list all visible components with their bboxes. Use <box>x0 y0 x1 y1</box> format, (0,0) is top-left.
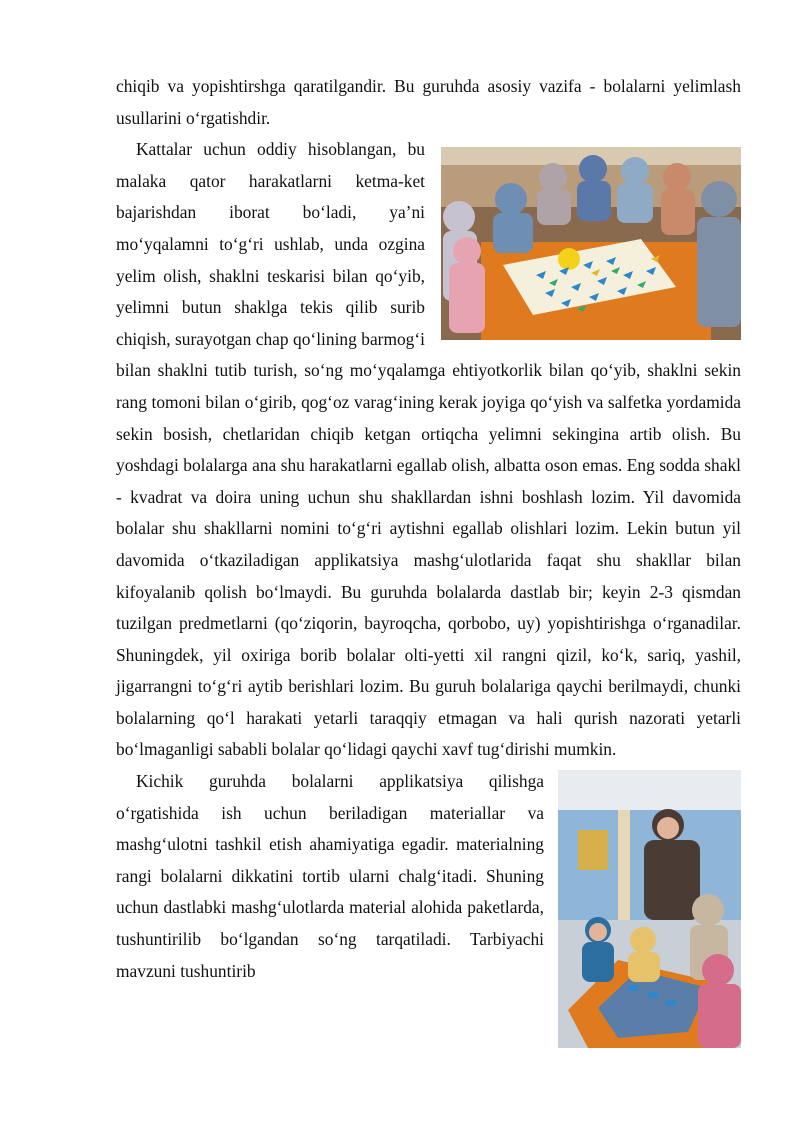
children-applique-photo <box>441 147 741 340</box>
paragraph-1: chiqib va yopishtirshga qaratilgandir. Bu guruhda asosiy vazifa - bolalarni yelimlash usullarini o‘rgatishdir. <box>116 76 741 128</box>
text-column <box>116 71 741 1052</box>
paragraph-3 <box>116 766 741 987</box>
paragraph-2 <box>116 134 741 766</box>
teacher-children-photo <box>558 770 741 1048</box>
paragraph-3-text: Kichik guruhda bolalarni applikatsiya qilishga o‘rgatishida ish uchun beriladigan materiallar va mashg‘ulotni tashkil etish ahamiyatiga egadir. materialning rangi bolalarni dikkatini tortib ularni chalg‘itadi. Shuning uchun dastlabki mashg‘ulotlarda material alohida paketlarda, tushuntirilib bo‘lgandan so‘ng tarqatiladi. Tarbiyachi mavzuni tushuntirib <box>116 771 544 981</box>
paragraph-2-text: Kattalar uchun oddiy hisoblangan, bu malaka qator harakatlarni ketma-ket bajarishdan iborat bo‘ladi, ya’ni mo‘yqalamni to‘g‘ri ushlab, unda ozgina yelim olish, shaklni teskarisi bilan qo‘yib, yelimni butun shaklga tekis qilib surib chiqish, surayotgan chap qo‘lining barmog‘i bilan shaklni tutib turish, so‘ng mo‘yqalamga ehtiyotkorlik bilan qo‘yib, shaklni sekin rang tomoni bilan o‘girib, qog‘oz varag‘ining kerak joyiga qo‘yish va salfetka yordamida sekin bosish, chetlaridan chiqib ketgan ortiqcha yelimni sekingina artib olish. Bu yoshdagi bolalarga ana shu harakatlarni egallab olish, albatta oson emas. Eng sodda shakl - kvadrat va doira uning uchun shu shakllardan ishni boshlash lozim. Yil davomida bolalar shu shakllarni nomini to‘g‘ri aytishni egallab olishlari lozim. Lekin butun yil davomida o‘tkaziladigan applikatsiya mashg‘ulotlarida faqat shu shakllar bilan kifoyalanib qolish bo‘lmaydi. Bu guruhda bolalarda dastlab bir; keyin 2-3 qismdan tuzilgan predmetlarni (qo‘ziqorin, bayroqcha, qorbobo, uy) yopishtirishga o‘rganadilar. Shuningdek, yil oxiriga borib bolalar olti-yetti xil rangni qizil, ko‘k, sariq, yashil, jigarrangni to‘g‘ri aytib berishlari lozim. Bu guruh bolalariga qaychi berilmaydi, chunki bolalarning qo‘l harakati yetarli taraqqiy etmagan va hali qurish nazorati yetarli bo‘lmaganligi sababli bolalar qo‘lidagi qaychi xavf tug‘dirishi mumkin. <box>116 139 741 760</box>
